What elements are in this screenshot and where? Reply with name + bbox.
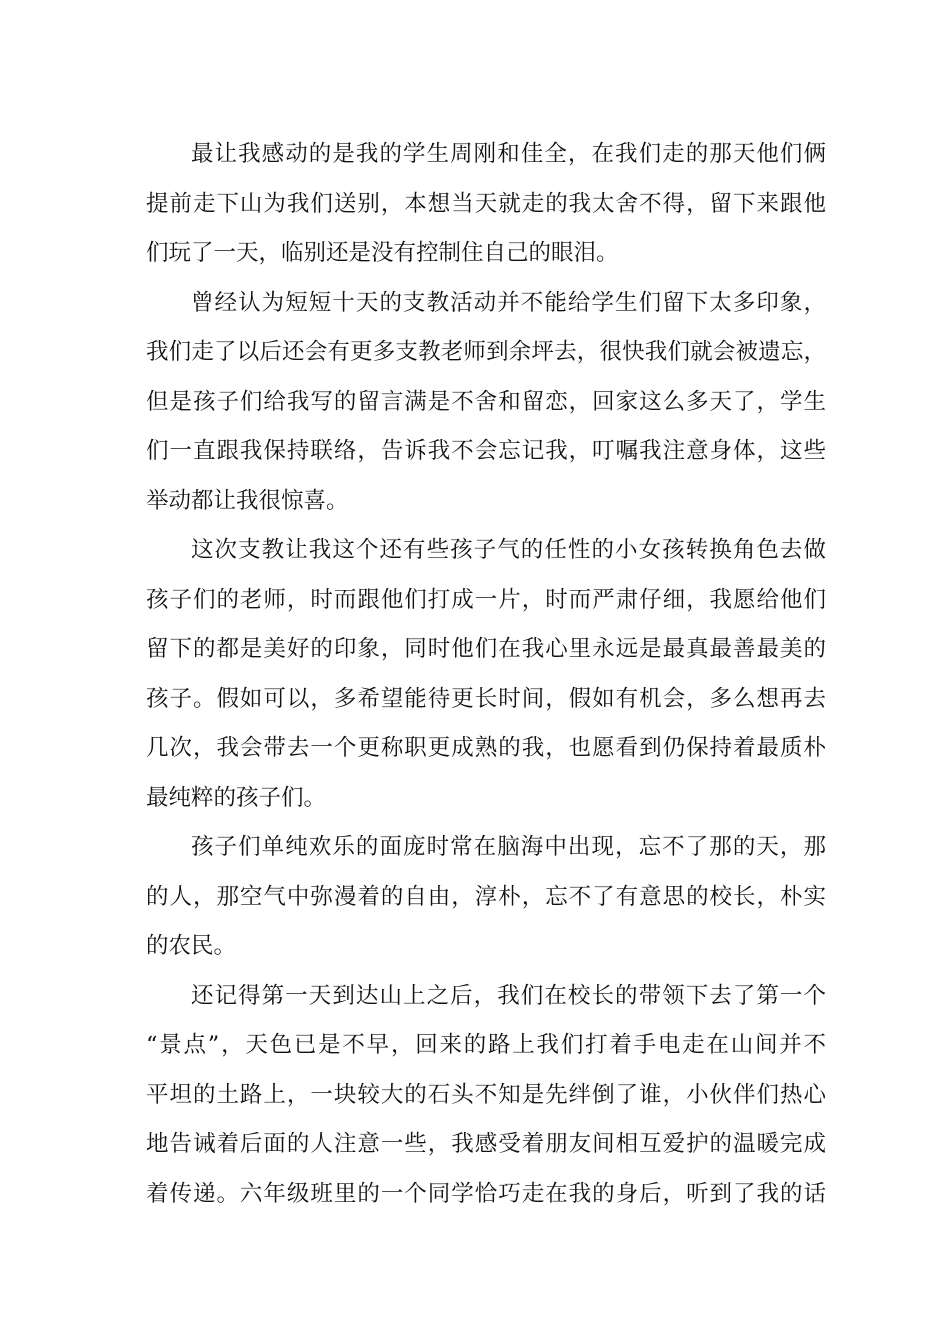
text-line: 曾经认为短短十天的支教活动并不能给学生们留下太多印象，	[191, 289, 826, 316]
text-line: 们玩了一天，临别还是没有控制住自己的眼泪。	[146, 240, 619, 266]
text-line: 留下的都是美好的印象，同时他们在我心里永远是最真最善最美的	[146, 636, 826, 662]
text-line: 平坦的土路上，一块较大的石头不知是先绊倒了谁，小伙伴们热心	[146, 1081, 826, 1108]
text-line: 这次支教让我这个还有些孩子气的任性的小女孩转换角色去做	[191, 537, 826, 563]
text-line: 们一直跟我保持联络，告诉我不会忘记我，叮嘱我注意身体，这些	[146, 438, 826, 464]
text-line: 孩子们的老师，时而跟他们打成一片，时而严肃仔细，我愿给他们	[146, 586, 826, 613]
text-line: 但是孩子们给我写的留言满是不舍和留恋，回家这么多天了，学生	[146, 388, 826, 415]
text-line: “景点”，天色已是不早，回来的路上我们打着手电走在山间并不	[146, 1032, 826, 1058]
text-line: 孩子们单纯欢乐的面庞时常在脑海中出现，忘不了那的天，那	[191, 834, 826, 860]
paragraph	[146, 823, 826, 972]
text-line: 还记得第一天到达山上之后，我们在校长的带领下去了第一个	[191, 982, 826, 1009]
text-line: 的人，那空气中弥漫着的自由，淳朴，忘不了有意思的校长，朴实	[146, 883, 826, 910]
text-line: 几次，我会带去一个更称职更成熟的我，也愿看到仍保持着最质朴	[146, 735, 826, 761]
paragraph	[146, 279, 826, 527]
text-line: 的农民。	[146, 933, 237, 959]
paragraph	[146, 130, 826, 279]
text-line: 着传递。六年级班里的一个同学恰巧走在我的身后，听到了我的话	[146, 1180, 826, 1207]
text-line: 最纯粹的孩子们。	[146, 784, 327, 811]
text-line: 举动都让我很惊喜。	[146, 487, 349, 514]
text-line: 提前走下山为我们送别，本想当天就走的我太舍不得，留下来跟他	[146, 190, 826, 217]
text-line: 地告诫着后面的人注意一些，我感受着朋友间相互爱护的温暖完成	[146, 1131, 826, 1157]
text-line: 我们走了以后还会有更多支教老师到余坪去，很快我们就会被遗忘，	[146, 339, 826, 365]
paragraph	[146, 526, 826, 823]
text-line: 孩子。假如可以，多希望能待更长时间，假如有机会，多么想再去	[146, 685, 826, 712]
text-line: 最让我感动的是我的学生周刚和佳全，在我们走的那天他们俩	[191, 141, 826, 167]
paragraph	[146, 972, 826, 1220]
document-body	[146, 130, 826, 1219]
